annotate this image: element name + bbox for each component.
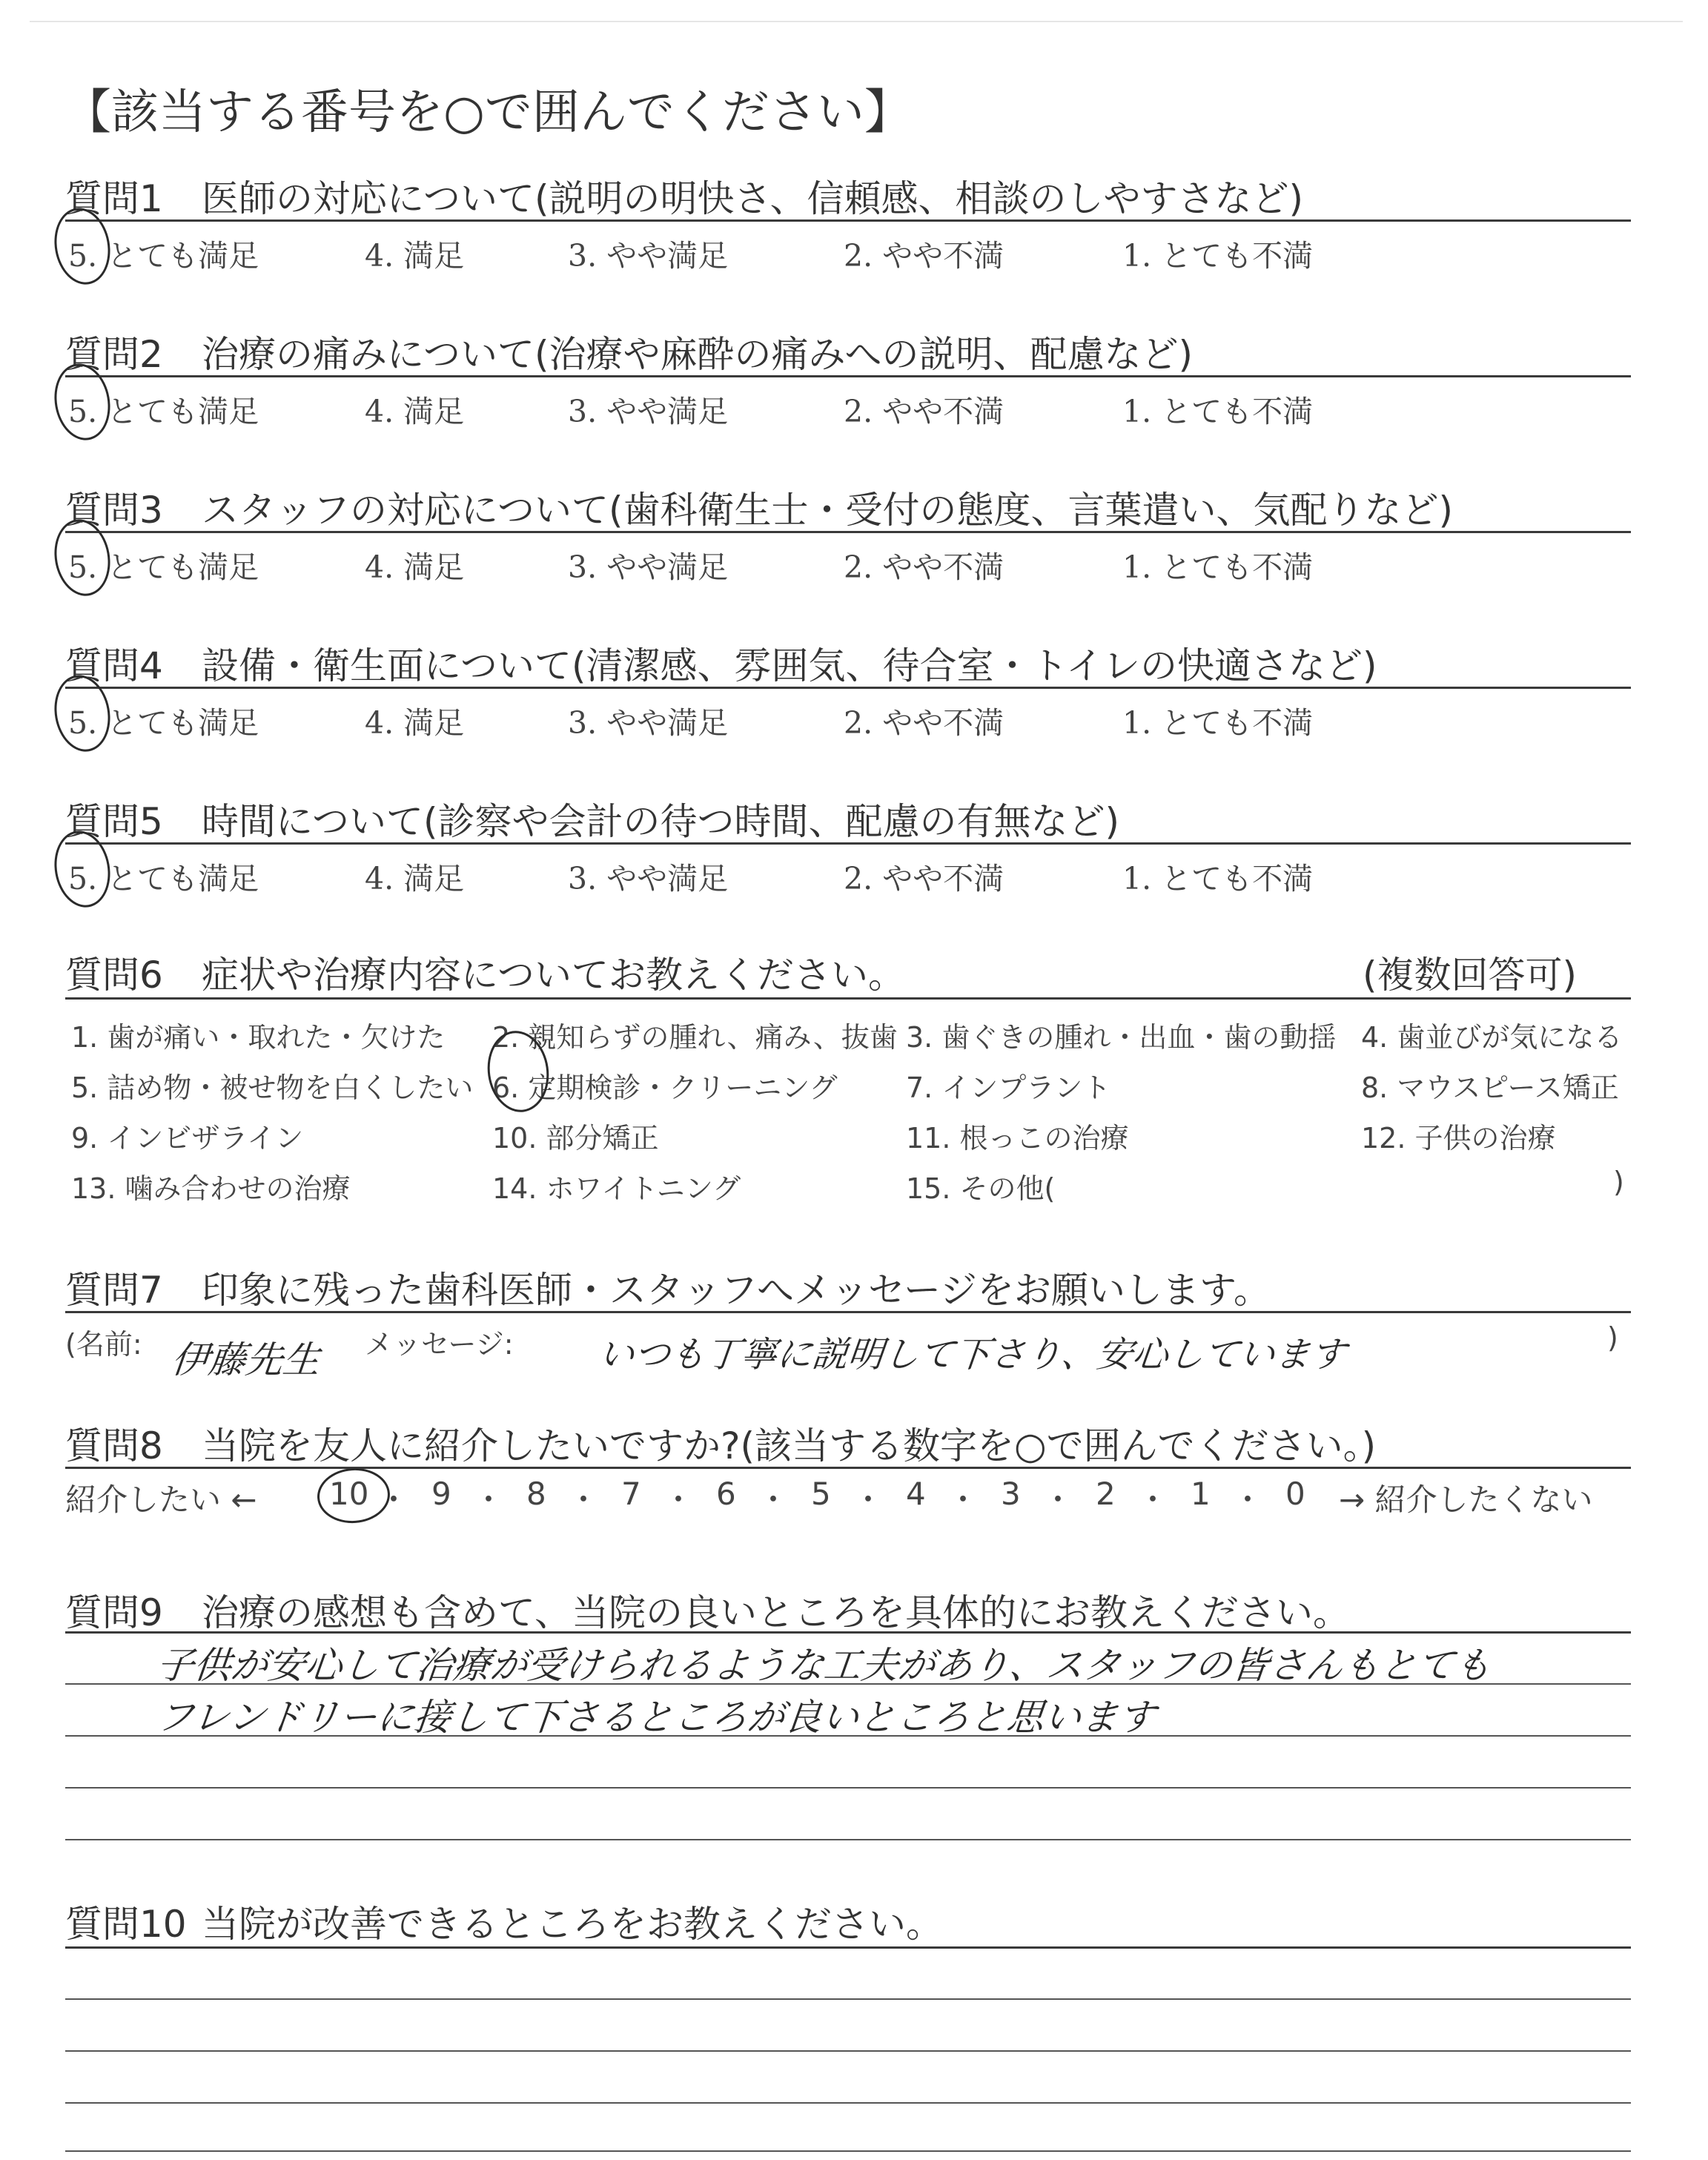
question-text: 治療の痛みについて(治療や麻酔の痛みへの説明、配慮など) [202,333,1194,376]
q10-text: 当院が改善できるところをお教えください。 [202,1903,943,1946]
q7-text: 印象に残った歯科医師・スタッフへメッセージをお願いします。 [202,1269,1271,1312]
rating-option: 2. やや不満 [844,705,1004,741]
q8-scale-separator: ・ [378,1482,410,1518]
q7-name-value: 伊藤先生 [169,1338,322,1381]
q8-scale-number: 8 [526,1476,546,1512]
q6-rule [65,997,1631,1000]
question-label: 質問3 [65,489,163,532]
q6-option: 9. インビザライン [71,1122,304,1155]
rating-option: 1. とても不満 [1122,705,1314,741]
rating-option: 4. 満足 [365,394,465,429]
question-text: 時間について(診察や会計の待つ時間、配慮の有無など) [202,800,1120,843]
q7-close-paren: ) [1607,1321,1618,1354]
q9-answer-line [65,1787,1631,1789]
q8-scale-number: 0 [1285,1476,1305,1512]
top-edge-line [30,21,1683,22]
q9-answer-text: 子供が安心して治療が受けられるような工夫があり、スタッフの皆さんもとても [154,1644,1494,1687]
q7-message-label: メッセージ: [365,1328,514,1361]
q9-rule [65,1631,1631,1634]
q8-scale-separator: ・ [947,1482,979,1518]
question-rule [65,219,1631,222]
q6-option: 5. 詰め物・被せ物を白くしたい [71,1071,474,1104]
rating-option: 2. やや不満 [844,861,1004,896]
rating-option: 5. とても満足 [68,394,259,429]
q6-option: 8. マウスピース矯正 [1361,1071,1619,1104]
rating-option: 4. 満足 [365,238,465,274]
question-label: 質問5 [65,800,163,843]
q10-answer-line [65,2102,1631,2104]
question-text: 医師の対応について(説明の明快さ、信頼感、相談のしやすさなど) [202,177,1304,220]
rating-option: 3. やや満足 [568,549,729,585]
question-label: 質問1 [65,177,163,220]
q10-rule [65,1946,1631,1949]
rating-option: 2. やや不満 [844,238,1004,274]
question-text: 設備・衛生面について(清潔感、雰囲気、待合室・トイレの快適さなど) [202,644,1377,687]
q8-scale-separator: ・ [1232,1482,1264,1518]
q8-scale-number: 7 [621,1476,641,1512]
rating-option: 5. とても満足 [68,705,259,741]
q8-rule [65,1467,1631,1469]
q6-note: (複数回答可) [1363,954,1578,997]
q6-option: ) [1613,1166,1624,1198]
rating-option: 3. やや満足 [568,705,729,741]
q8-scale-number: 3 [1001,1476,1021,1512]
question-rule [65,687,1631,689]
q10-label: 質問10 [65,1903,187,1946]
page-title: 【該当する番号を○で囲んでください】 [64,85,912,140]
q6-option: 2. 親知らずの腫れ、痛み、抜歯 [492,1021,898,1054]
q6-option: 11. 根っこの治療 [906,1122,1129,1155]
q6-option: 14. ホワイトニング [492,1172,741,1205]
rating-option: 4. 満足 [365,549,465,585]
q10-answer-line [65,2150,1631,2152]
q6-label: 質問6 [65,954,163,997]
q10-answer-line [65,1998,1631,2000]
rating-option: 5. とても満足 [68,238,259,274]
q6-option: 1. 歯が痛い・取れた・欠けた [71,1021,446,1054]
question-label: 質問4 [65,644,163,687]
rating-option: 3. やや満足 [568,238,729,274]
q6-option: 12. 子供の治療 [1361,1122,1556,1155]
q10-answer-line [65,2050,1631,2052]
rating-option: 1. とても不満 [1122,238,1314,274]
rating-option: 1. とても不満 [1122,394,1314,429]
rating-option: 5. とても満足 [68,861,259,896]
rating-option: 4. 満足 [365,861,465,896]
q6-option: 15. その他( [906,1172,1056,1205]
question-label: 質問2 [65,333,163,376]
q6-option: 13. 噛み合わせの治療 [71,1172,351,1205]
rating-option: 3. やや満足 [568,394,729,429]
rating-option: 4. 満足 [365,705,465,741]
q6-option: 10. 部分矯正 [492,1122,659,1155]
q7-message-value: いつも丁寧に説明して下さり、安心しています [596,1334,1348,1375]
q7-rule [65,1311,1631,1313]
q8-scale-number: 9 [431,1476,451,1512]
q8-scale-number: 5 [811,1476,831,1512]
q9-answer-line [65,1839,1631,1840]
q8-scale-number: 2 [1096,1476,1116,1512]
q8-scale-separator: ・ [853,1482,884,1518]
question-text: スタッフの対応について(歯科衛生士・受付の態度、言葉遣い、気配りなど) [202,489,1454,532]
q9-answer-text: フレンドリーに接して下さるところが良いところと思います [154,1696,1158,1739]
q6-option: 7. インプラント [906,1071,1111,1104]
q8-scale-number: 4 [906,1476,926,1512]
q8-scale-separator: ・ [473,1482,505,1518]
q8-scale-number: 10 [329,1476,369,1512]
rating-option: 5. とても満足 [68,549,259,585]
q6-text: 症状や治療内容についてお教えください。 [202,954,905,997]
question-rule [65,531,1631,533]
rating-option: 1. とても不満 [1122,861,1314,896]
q9-text: 治療の感想も含めて、当院の良いところを具体的にお教えください。 [202,1591,1350,1634]
q8-scale-separator: ・ [568,1482,600,1518]
q8-scale-separator: ・ [758,1482,790,1518]
q6-option: 4. 歯並びが気になる [1361,1021,1623,1054]
q6-option: 6. 定期検診・クリーニング [492,1071,838,1104]
q8-label: 質問8 [65,1424,163,1467]
q8-left-label: 紹介したい ← [65,1482,257,1518]
q8-scale-separator: ・ [1042,1482,1074,1518]
question-rule [65,375,1631,377]
question-rule [65,842,1631,845]
rating-option: 1. とても不満 [1122,549,1314,585]
q6-option: 3. 歯ぐきの腫れ・出血・歯の動揺 [906,1021,1337,1054]
q7-label: 質問7 [65,1269,163,1312]
q8-scale-separator: ・ [663,1482,695,1518]
rating-option: 2. やや不満 [844,549,1004,585]
q8-text: 当院を友人に紹介したいですか?(該当する数字を○で囲んでください。) [202,1424,1377,1467]
rating-option: 3. やや満足 [568,861,729,896]
rating-option: 2. やや不満 [844,394,1004,429]
q8-right-label: → 紹介したくない [1339,1482,1593,1518]
q8-scale-separator: ・ [1137,1482,1169,1518]
q8-scale-number: 6 [716,1476,736,1512]
q8-scale-number: 1 [1191,1476,1211,1512]
q7-name-label: (名前: [65,1328,142,1361]
q9-label: 質問9 [65,1591,163,1634]
